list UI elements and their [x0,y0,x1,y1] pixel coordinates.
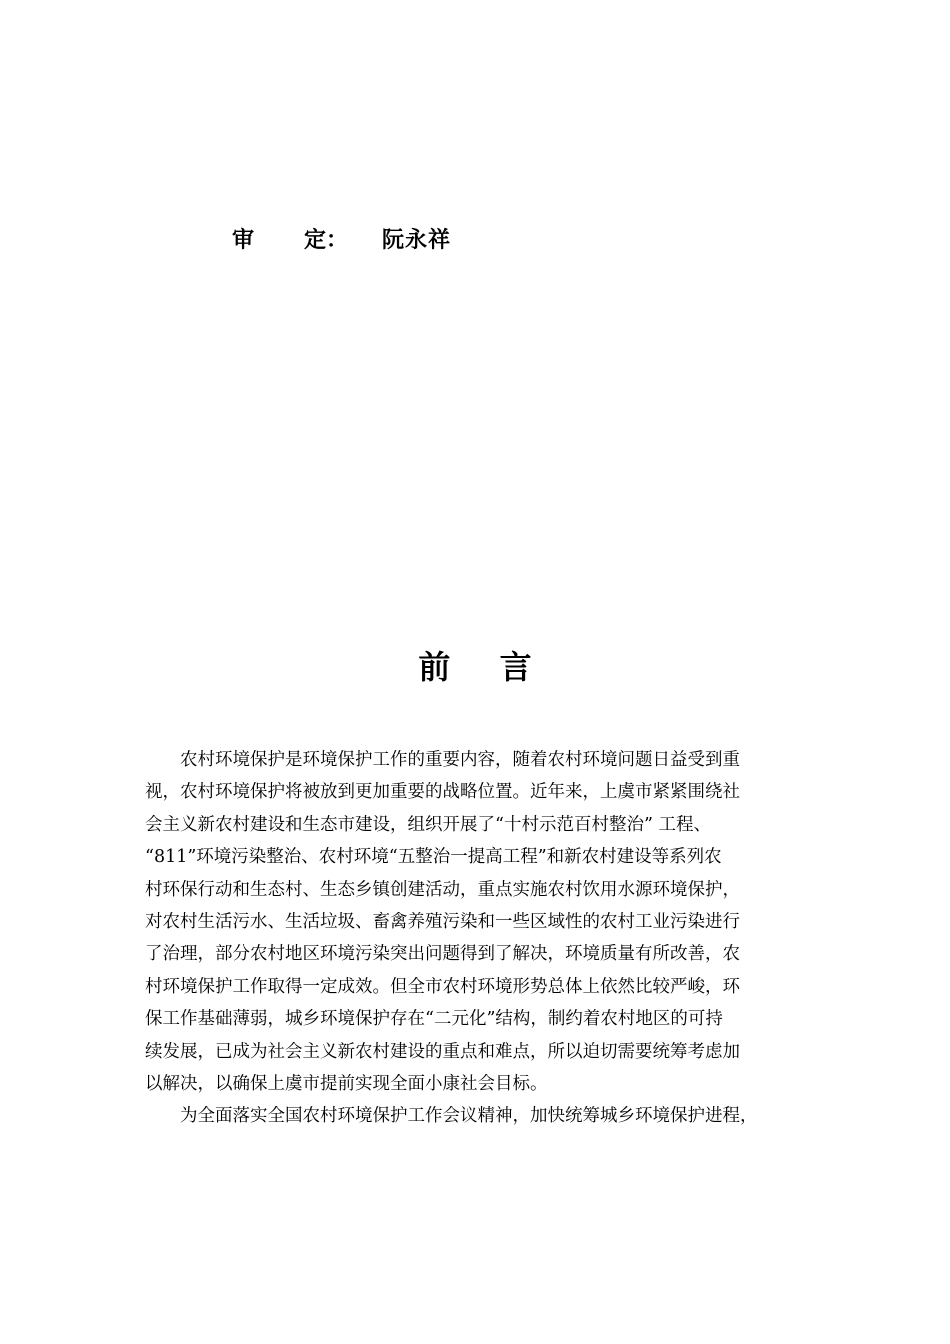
preface-body [145,744,825,1133]
text-line: 对农村生活污水、生活垃圾、畜禽养殖污染和一些区域性的农村工业污染进行 [145,911,740,932]
text-line: “811”环境污染整治、农村环境“五整治一提高工程”和新农村建设等系列农 [145,847,722,868]
reviewer-colon: ： [326,227,349,253]
text-line: 以解决，以确保上虞市提前实现全面小康社会目标。 [145,1073,548,1094]
text-line: 村环保行动和生态村、生态乡镇创建活动，重点实施农村饮用水源环境保护， [145,879,740,900]
section-title-char1: 前 [418,648,451,686]
text-line: 续发展，已成为社会主义新农村建设的重点和难点，所以迫切需要统筹考虑加 [145,1041,740,1062]
section-title [0,642,950,688]
reviewer-line [232,222,451,254]
text-line: 会主义新农村建设和生态市建设，组织开展了“十村示范百村整治” 工程、 [145,814,711,835]
reviewer-name: 阮永祥 [382,226,452,253]
reviewer-label-part1: 审 [232,227,255,253]
text-line: 为全面落实全国农村环境保护工作会议精神，加快统筹城乡环境保护进程， [145,1106,758,1127]
text-line: 村环境保护工作取得一定成效。但全市农村环境形势总体上依然比较严峻，环 [145,976,740,997]
text-line: 了治理，部分农村地区环境污染突出问题得到了解决，环境质量有所改善，农 [145,944,740,965]
section-title-char2: 言 [499,648,532,686]
text-line: 农村环境保护是环境保护工作的重要内容，随着农村环境问题日益受到重 [145,750,740,770]
reviewer-label-part2: 定 [304,227,327,253]
text-line: 保工作基础薄弱，城乡环境保护存在“二元化”结构，制约着农村地区的可持 [145,1009,723,1030]
text-line: 视，农村环境保护将被放到更加重要的战略位置。近年来，上虞市紧紧围绕社 [145,782,740,803]
